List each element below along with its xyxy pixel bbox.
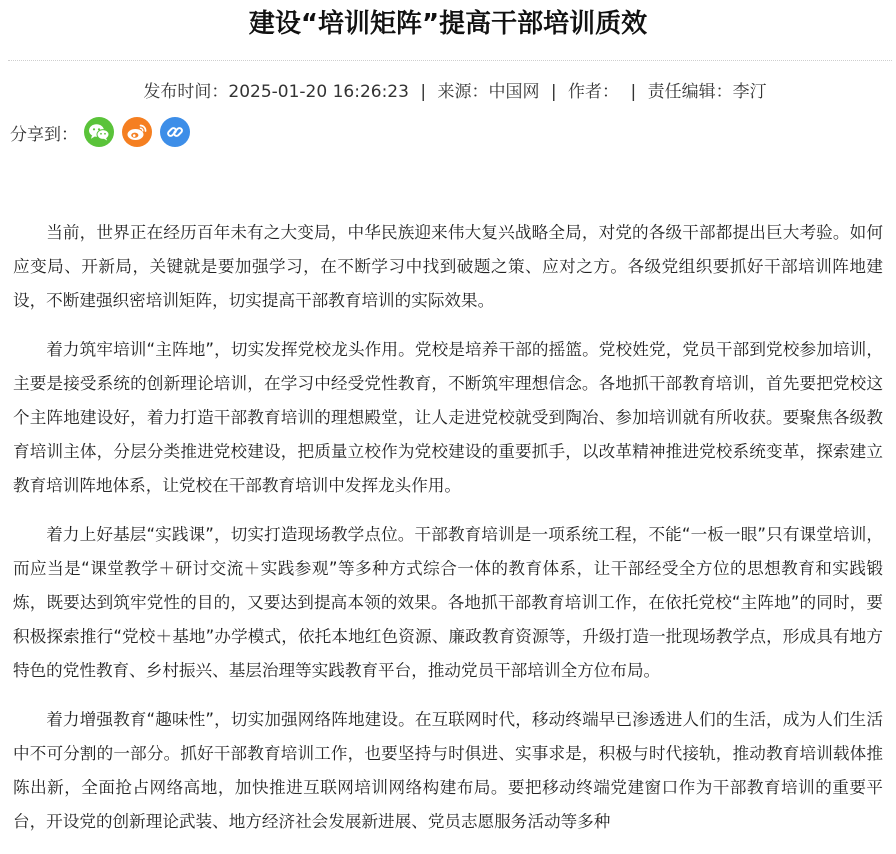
weibo-icon — [126, 122, 148, 142]
article-paragraph: 着力上好基层“实践课”，切实打造现场教学点位。干部教育培训是一项系统工程，不能“一板一眼”只有课堂培训，而应当是“课堂教学＋研讨交流＋实践参观”等多种方式综合一体的教育体系，让干部经受全方位的思想教育和实践锻炼，既要达到筑牢党性的目的，又要达到提高本领的效果。各地抓干部教育培训工作，在依托党校“主阵地”的同时，要积极探索推行“党校＋基地”办学模式，依托本地红色资源、廉政教育资源等，升级打造一批现场教学点，形成具有地方特色的党性教育、乡村振兴、基层治理等实践教育平台，推动党员干部培训全方位布局。 — [13, 525, 883, 680]
share-weibo-button[interactable] — [122, 117, 152, 147]
source-name[interactable]: 中国网 — [488, 82, 540, 102]
author-label: 作者： — [568, 82, 620, 102]
article-meta — [0, 79, 896, 105]
meta-separator: | — [420, 82, 427, 102]
wechat-icon — [88, 123, 110, 141]
article-paragraph: 着力增强教育“趣味性”，切实加强网络阵地建设。在互联网时代，移动终端早已渗透进人们的生活，成为人们生活中不可分割的一部分。抓好干部教育培训工作，也要坚持与时俱进、实事求是，积极与时代接轨，推动教育培训载体推陈出新，全面抢占网络高地，加快推进互联网培训网络构建布局。要把移动终端党建窗口作为干部教育培训的重要平台，开设党的创新理论武装、地方经济社会发展新进展、党员志愿服务活动等多种 — [13, 710, 883, 831]
meta-separator: | — [550, 82, 557, 102]
article-body — [13, 216, 883, 854]
article-paragraph: 当前，世界正在经历百年未有之大变局，中华民族迎来伟大复兴战略全局，对党的各级干部都提出巨大考验。如何应变局、开新局，关键就是要加强学习，在不断学习中找到破题之策、应对之方。各级党组织要抓好干部培训阵地建设，不断建强织密培训矩阵，切实提高干部教育培训的实际效果。 — [13, 223, 883, 310]
share-bar — [10, 117, 198, 147]
source-label: 来源： — [437, 82, 489, 102]
publish-label: 发布时间： — [143, 82, 229, 102]
publish-time: 2025-01-20 16:26:23 — [228, 82, 409, 102]
share-label: 分享到： — [10, 124, 78, 145]
meta-separator: | — [630, 82, 637, 102]
title-divider — [8, 60, 892, 61]
editor-label: 责任编辑： — [647, 82, 733, 102]
share-link-button[interactable] — [160, 117, 190, 147]
share-wechat-button[interactable] — [84, 117, 114, 147]
link-icon — [165, 122, 185, 142]
article-paragraph: 着力筑牢培训“主阵地”，切实发挥党校龙头作用。党校是培养干部的摇篮。党校姓党，党员干部到党校参加培训，主要是接受系统的创新理论培训，在学习中经受党性教育，不断筑牢理想信念。各地抓干部教育培训，首先要把党校这个主阵地建设好，着力打造干部教育培训的理想殿堂，让人走进党校就受到陶冶、参加培训就有所收获。要聚焦各级教育培训主体，分层分类推进党校建设，把质量立校作为党校建设的重要抓手，以改革精神推进党校系统变革，探索建立教育培训阵地体系，让党校在干部教育培训中发挥龙头作用。 — [13, 340, 883, 495]
editor-name: 李汀 — [732, 82, 767, 102]
article-title: 建设“培训矩阵”提高干部培训质效 — [248, 9, 648, 39]
